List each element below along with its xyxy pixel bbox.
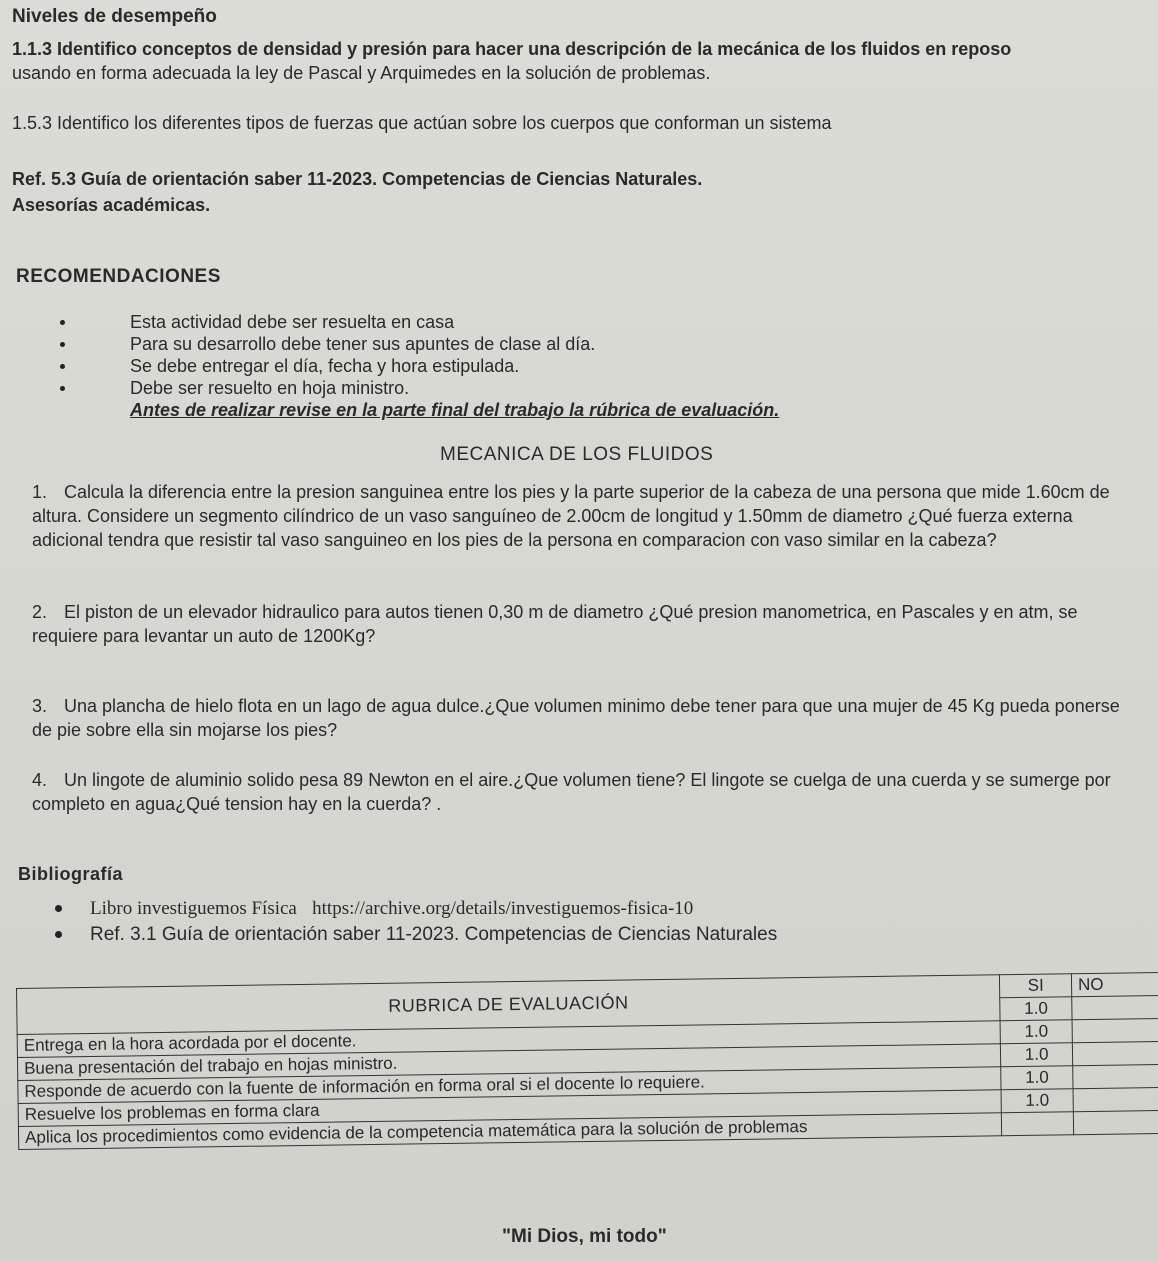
- rubric-criterion: Buena presentación del trabajo en hojas ministro.: [17, 1044, 1000, 1081]
- question-1: 1. Calcula la diferencia entre la presion sanguinea entre los pies y la parte superior de la cabeza de una persona que mide 1.60cm de altura. Considere un segmento cilíndrico de un vaso sanguíneo de 2.00cm de longitud y 1.50mm de diametro ¿Qué fuerza externa adicional tendra que resistir tal vaso sanguineo en los pies de la persona en comparacion con vaso similar en la cabeza?: [32, 482, 1110, 550]
- rubric-value: 1.0: [1001, 1043, 1073, 1067]
- table-row: [17, 972, 1158, 1011]
- bibliography-item-1: Libro investiguemos Física https://archive.org/details/investiguemos-fisica-10: [55, 898, 693, 920]
- question-4: 4. Un lingote de aluminio solido pesa 89 Newton en el aire.¿Que volumen tiene? El lingote se cuelga de una cuerda y se sumerge por completo en agua¿Qué tension hay en la cuerda? .: [32, 770, 1111, 814]
- ref-line-1: Ref. 5.3 Guía de orientación saber 11-2023. Competencias de Ciencias Naturales.: [12, 169, 703, 189]
- rubric-criterion: Responde de acuerdo con la fuente de información en forma oral si el docente lo requiere.: [18, 1067, 1001, 1104]
- bullet-icon: [60, 386, 65, 391]
- rubric-table: [16, 972, 1158, 1150]
- levels-title: Niveles de desempeño: [12, 6, 217, 27]
- list-item: Se debe entregar el día, fecha y hora estipulada.: [60, 355, 779, 377]
- warning-item: [60, 399, 779, 421]
- list-item: Para su desarrollo debe tener sus apuntes de clase al día.: [60, 333, 779, 355]
- question-2: 2. El piston de un elevador hidraulico para autos tienen 0,30 m de diametro ¿Qué presion manometrica, en Pascales y en atm, se requiere para levantar un auto de 1200Kg?: [32, 602, 1078, 646]
- motto: "Mi Dios, mi todo": [502, 1226, 667, 1247]
- bullet-icon: [60, 320, 65, 325]
- rubric-value: 1.0: [1001, 1089, 1073, 1113]
- list-item: Esta actividad debe ser resuelta en casa: [60, 311, 779, 333]
- rubric-value: 1.0: [1001, 1066, 1073, 1090]
- col-si-header: SI: [1000, 974, 1072, 998]
- level-2-text: 1.5.3 Identifico los diferentes tipos de fuerzas que actúan sobre los cuerpos que conforman un sistema: [12, 113, 832, 133]
- rubric-criterion: Resuelve los problemas en forma clara: [18, 1090, 1001, 1127]
- rubric-title-value: 1.0: [1000, 997, 1072, 1021]
- rubric-criterion: Entrega en la hora acordada por el docente.: [17, 1021, 1000, 1058]
- rubric-value: [1002, 1112, 1074, 1136]
- bibliography-title: Bibliografía: [18, 864, 124, 884]
- rubric-title: RUBRICA DE EVALUACIÓN: [17, 975, 1001, 1035]
- bullet-icon: [55, 905, 62, 912]
- bullet-icon: [55, 931, 62, 938]
- bullet-icon: [60, 342, 65, 347]
- level-1-text: 1.1.3 Identifico conceptos de densidad y presión para hacer una descripción de la mecánica de los fluidos en reposo: [12, 39, 1012, 59]
- col-no-header: NO: [1071, 972, 1158, 996]
- question-3: 3. Una plancha de hielo flota en un lago de agua dulce.¿Que volumen minimo debe tener para que una mujer de 45 Kg pueda ponerse de pie sobre ella sin mojarse los pies?: [32, 696, 1120, 740]
- ref-line-2: Asesorías académicas.: [12, 195, 211, 215]
- rubric-criterion: Aplica los procedimientos como evidencia de la competencia matemática para la solución de problemas: [18, 1113, 1001, 1150]
- level-1-cont: usando en forma adecuada la ley de Pascal y Arquimedes en la solución de problemas.: [12, 63, 711, 83]
- bibliography-link[interactable]: https://archive.org/details/investiguemos-fisica-10: [312, 898, 694, 919]
- recommendations-list: [60, 311, 779, 421]
- rubric-warning: Antes de realizar revise en la parte final del trabajo la rúbrica de evaluación.: [130, 400, 780, 420]
- bibliography-item-2: Ref. 3.1 Guía de orientación saber 11-2023. Competencias de Ciencias Naturales: [55, 924, 777, 946]
- rubric-value: 1.0: [1000, 1020, 1072, 1044]
- recommendations-title: RECOMENDACIONES: [16, 266, 221, 287]
- bullet-icon: [60, 364, 65, 369]
- list-item: Debe ser resuelto en hoja ministro.: [60, 377, 779, 399]
- mechanics-title: MECANICA DE LOS FLUIDOS: [440, 444, 714, 465]
